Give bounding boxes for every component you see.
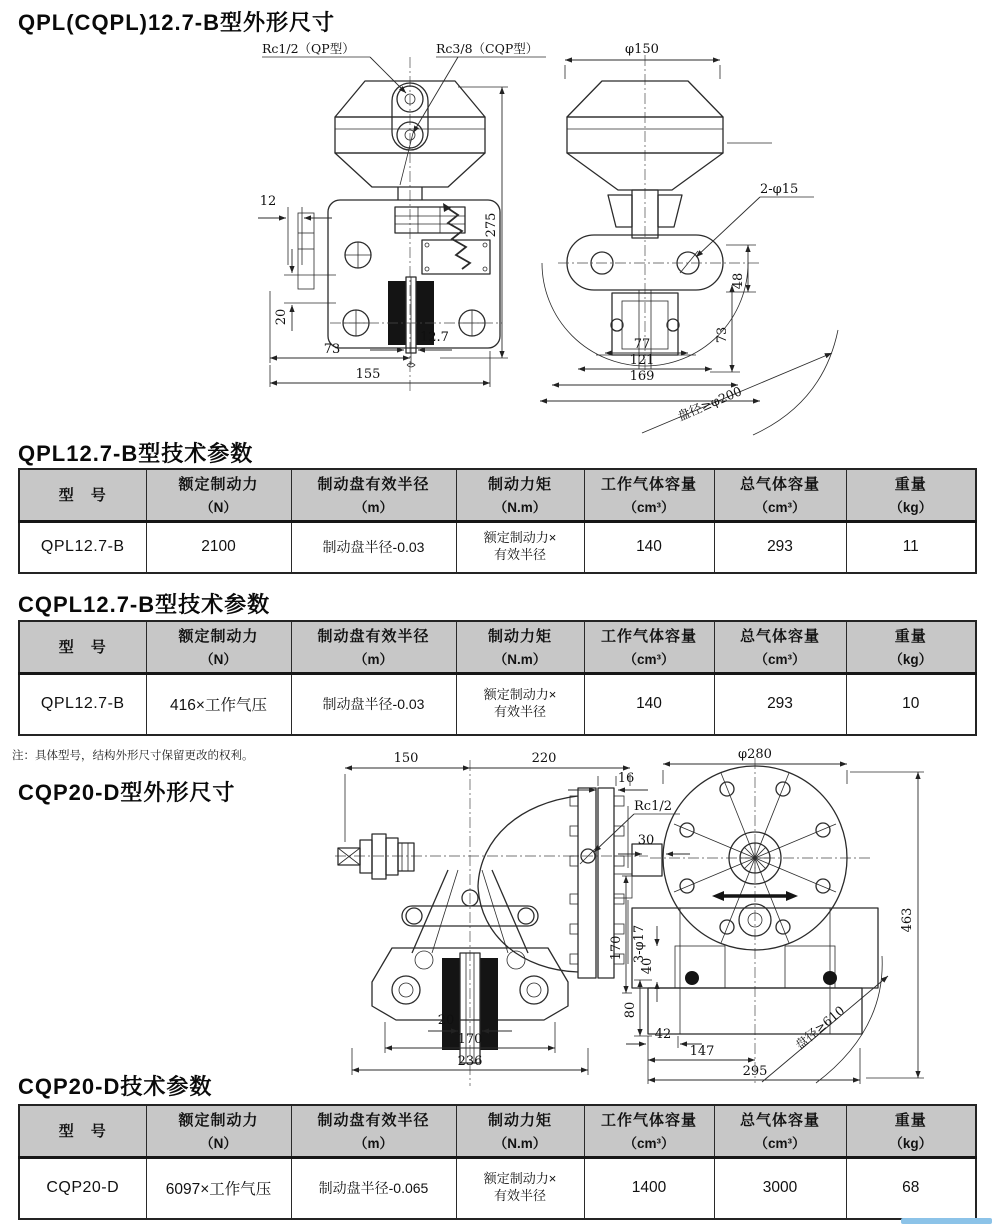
dim-label-42: 42 <box>654 1027 672 1042</box>
cell-working-volume: 140 <box>584 521 714 573</box>
cell-working-volume: 1400 <box>584 1157 714 1219</box>
col-header-weight: 重量 （kg） <box>846 1105 976 1157</box>
dim-label-463: 463 <box>900 907 915 933</box>
cell-total-volume: 3000 <box>714 1157 846 1219</box>
cell-weight: 11 <box>846 521 976 573</box>
section-title-qpl-dimensions: QPL(CQPL)12.7-B型外形尺寸 <box>18 10 336 35</box>
cell-total-volume: 293 <box>714 521 846 573</box>
cqp20d-spec-table <box>18 1104 977 1220</box>
cell-model: QPL12.7-B <box>19 673 146 735</box>
dim-label-40: 40 <box>640 957 655 975</box>
footnote: 注：具体型号，结构外形尺寸保留更改的权利。 <box>12 750 254 762</box>
table-header-row <box>19 469 976 521</box>
col-header-weight: 重量 （kg） <box>846 469 976 521</box>
dim-label-30: 30 <box>637 833 655 848</box>
col-header-model: 型 号 <box>19 621 146 673</box>
cell-total-volume: 293 <box>714 673 846 735</box>
page-accent-bar <box>901 1218 992 1224</box>
col-header-model: 型 号 <box>19 469 146 521</box>
col-header-total-volume: 总气体容量 （cm³） <box>714 469 846 521</box>
col-header-model: 型 号 <box>19 1105 146 1157</box>
dim-label-20-cqp: 20 <box>437 1013 455 1028</box>
col-header-effective-radius: 制动盘有效半径 （m） <box>291 469 456 521</box>
col-header-working-volume: 工作气体容量 （cm³） <box>584 1105 714 1157</box>
port-label-rc38-cqp: Rc3/8（CQP型） <box>436 41 539 56</box>
dim-label-d150: φ150 <box>625 42 659 57</box>
section-title-cqp20-specs: CQP20-D技术参数 <box>18 1074 213 1099</box>
cell-effective-radius: 制动盘半径-0.065 <box>291 1157 456 1219</box>
cell-rated-force: 2100 <box>146 521 291 573</box>
cqp20d-dimension-drawing <box>330 748 992 1092</box>
dim-label-77: 77 <box>633 337 651 352</box>
col-header-weight: 重量 （kg） <box>846 621 976 673</box>
cell-torque: 额定制动力× 有效半径 <box>456 1157 584 1219</box>
dim-label-48: 48 <box>731 272 746 290</box>
dim-label-147: 147 <box>689 1044 715 1059</box>
cell-model: CQP20-D <box>19 1157 146 1219</box>
col-header-rated-force: 额定制动力 （N） <box>146 1105 291 1157</box>
dim-label-73-right: 73 <box>715 326 730 344</box>
dim-label-12-7: 12.7 <box>420 330 449 345</box>
dim-label-d280: φ280 <box>738 748 772 762</box>
dim-label-220: 220 <box>531 751 557 766</box>
dim-label-295: 295 <box>742 1064 768 1079</box>
qpl127b-dimension-drawing <box>240 35 992 437</box>
col-header-torque: 制动力矩 （N.m） <box>456 1105 584 1157</box>
qpl-front-view <box>298 57 502 391</box>
dim-label-170-left: 170 <box>457 1032 483 1047</box>
col-header-total-volume: 总气体容量 （cm³） <box>714 621 846 673</box>
col-header-working-volume: 工作气体容量 （cm³） <box>584 469 714 521</box>
col-header-working-volume: 工作气体容量 （cm³） <box>584 621 714 673</box>
dim-label-170-right: 170 <box>609 935 624 961</box>
col-header-rated-force: 额定制动力 （N） <box>146 621 291 673</box>
dim-label-236: 236 <box>457 1054 483 1069</box>
table-header-row <box>19 1105 976 1157</box>
cell-effective-radius: 制动盘半径-0.03 <box>291 521 456 573</box>
table-row <box>19 673 976 735</box>
col-header-rated-force: 额定制动力 （N） <box>146 469 291 521</box>
col-header-total-volume: 总气体容量 （cm³） <box>714 1105 846 1157</box>
dim-label-150: 150 <box>393 751 419 766</box>
dim-label-121: 121 <box>629 353 655 368</box>
cqp20d-side-dimensions <box>345 751 680 1075</box>
col-header-effective-radius: 制动盘有效半径 （m） <box>291 1105 456 1157</box>
col-header-torque: 制动力矩 （N.m） <box>456 469 584 521</box>
cqp20d-side-view <box>335 760 648 1086</box>
cell-weight: 68 <box>846 1157 976 1219</box>
cell-torque: 额定制动力× 有效半径 <box>456 673 584 735</box>
dim-label-80: 80 <box>623 1001 638 1019</box>
table-header-row <box>19 621 976 673</box>
dim-label-12: 12 <box>259 194 277 209</box>
disc-diameter-note-610: 盘径≥610 <box>792 1002 848 1053</box>
dim-label-2-d15: 2-φ15 <box>760 182 799 197</box>
dim-label-3-d17: 3-φ17 <box>632 924 647 964</box>
cell-rated-force: 416×工作气压 <box>146 673 291 735</box>
dim-label-20: 20 <box>274 308 289 326</box>
section-title-cqp20-dimensions: CQP20-D型外形尺寸 <box>18 780 236 805</box>
col-header-torque: 制动力矩 （N.m） <box>456 621 584 673</box>
table-row <box>19 1157 976 1219</box>
dim-label-275: 275 <box>484 212 499 238</box>
port-label-rc12: Rc1/2 <box>634 799 672 814</box>
cell-effective-radius: 制动盘半径-0.03 <box>291 673 456 735</box>
port-label-rc12-qp: Rc1/2（QP型） <box>262 41 355 56</box>
table-row <box>19 521 976 573</box>
section-title-cqpl-specs: CQPL12.7-B型技术参数 <box>18 592 271 617</box>
disc-diameter-note-200: 盘径≥φ200 <box>675 383 744 424</box>
cell-weight: 10 <box>846 673 976 735</box>
qpl127b-spec-table <box>18 468 977 574</box>
cqpl127b-spec-table <box>18 620 977 736</box>
cell-torque: 额定制动力× 有效半径 <box>456 521 584 573</box>
col-header-effective-radius: 制动盘有效半径 （m） <box>291 621 456 673</box>
section-title-qpl-specs: QPL12.7-B型技术参数 <box>18 441 254 466</box>
qpl-side-view <box>542 55 838 435</box>
dim-label-73-left: 73 <box>323 342 341 357</box>
dim-label-16: 16 <box>617 771 635 786</box>
dim-label-155: 155 <box>355 367 381 382</box>
cell-model: QPL12.7-B <box>19 521 146 573</box>
cell-working-volume: 140 <box>584 673 714 735</box>
dim-label-169: 169 <box>629 369 655 384</box>
cell-rated-force: 6097×工作气压 <box>146 1157 291 1219</box>
